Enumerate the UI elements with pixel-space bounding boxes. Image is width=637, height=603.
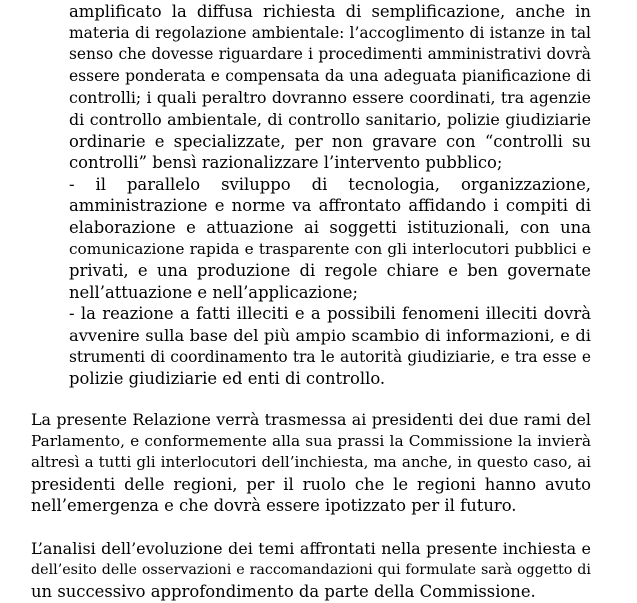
text-line: senso che dovesse riguardare i procedimenti amministrativi dovrà xyxy=(69,45,591,64)
bullet-line: - il parallelo sviluppo di tecnologia, organizzazione, xyxy=(69,174,591,194)
text-line: nell’emergenza e che dovrà essere ipotizzato per il futuro. xyxy=(31,496,517,516)
text-line: nell’attuazione e nell’applicazione; xyxy=(69,282,359,302)
text-line: Parlamento, e conformemente alla sua prassi la Commissione la invierà xyxy=(31,431,591,450)
paragraph-transmission xyxy=(31,409,591,517)
text-line: di controllo ambientale, di controllo sanitario, polizie giudiziarie xyxy=(69,109,591,129)
text-line: un successivo approfondimento da parte della Commissione. xyxy=(31,582,536,602)
text-line: amministrazione e norme va affrontato affidando i compiti di xyxy=(69,196,591,216)
text-line: presidenti delle regioni, per il ruolo che le regioni hanno avuto xyxy=(31,474,591,494)
text-line: polizie giudiziarie ed enti di controllo. xyxy=(69,369,386,389)
text-line: controlli” bensì razionalizzare l’intervento pubblico; xyxy=(69,153,503,173)
text-line: L’analisi dell’evoluzione dei temi affrontati nella presente inchiesta e xyxy=(31,539,591,558)
text-line: La presente Relazione verrà trasmessa ai presidenti dei due rami del xyxy=(31,410,591,429)
text-line: materia di regolazione ambientale: l’accoglimento di istanze in tal xyxy=(69,23,591,42)
text-line: amplificato la diffusa richiesta di semplificazione, anche in xyxy=(69,2,591,21)
paragraph-analysis xyxy=(31,538,591,603)
text-line: controlli; i quali peraltro dovranno essere coordinati, tra agenzie xyxy=(69,88,591,108)
text-line: privati, e una produzione di regole chiare e ben governate xyxy=(69,261,591,281)
text-line: comunicazione rapida e trasparente con gli interlocutori pubblici e xyxy=(69,239,591,258)
indented-list-block xyxy=(69,1,591,390)
text-line: altresì a tutti gli interlocutori dell’inchiesta, ma anche, in questo caso, ai xyxy=(31,453,591,472)
text-line: elaborazione e attuazione ai soggetti istituzionali, con una xyxy=(69,217,591,237)
bullet-line: - la reazione a fatti illeciti e a possibili fenomeni illeciti dovrà xyxy=(69,304,591,324)
text-line: dell’esito delle osservazioni e raccomandazioni qui formulate sarà oggetto di xyxy=(31,561,591,578)
text-line: essere ponderata e compensata da una adeguata pianificazione di xyxy=(69,66,591,85)
text-line: ordinarie e specializzate, per non gravare con “controlli su xyxy=(69,131,591,151)
text-line: strumenti di coordinamento tra le autorità giudiziarie, e tra esse e xyxy=(69,347,591,366)
text-line: avvenire sulla base del più ampio scambio di informazioni, e di xyxy=(69,325,591,345)
